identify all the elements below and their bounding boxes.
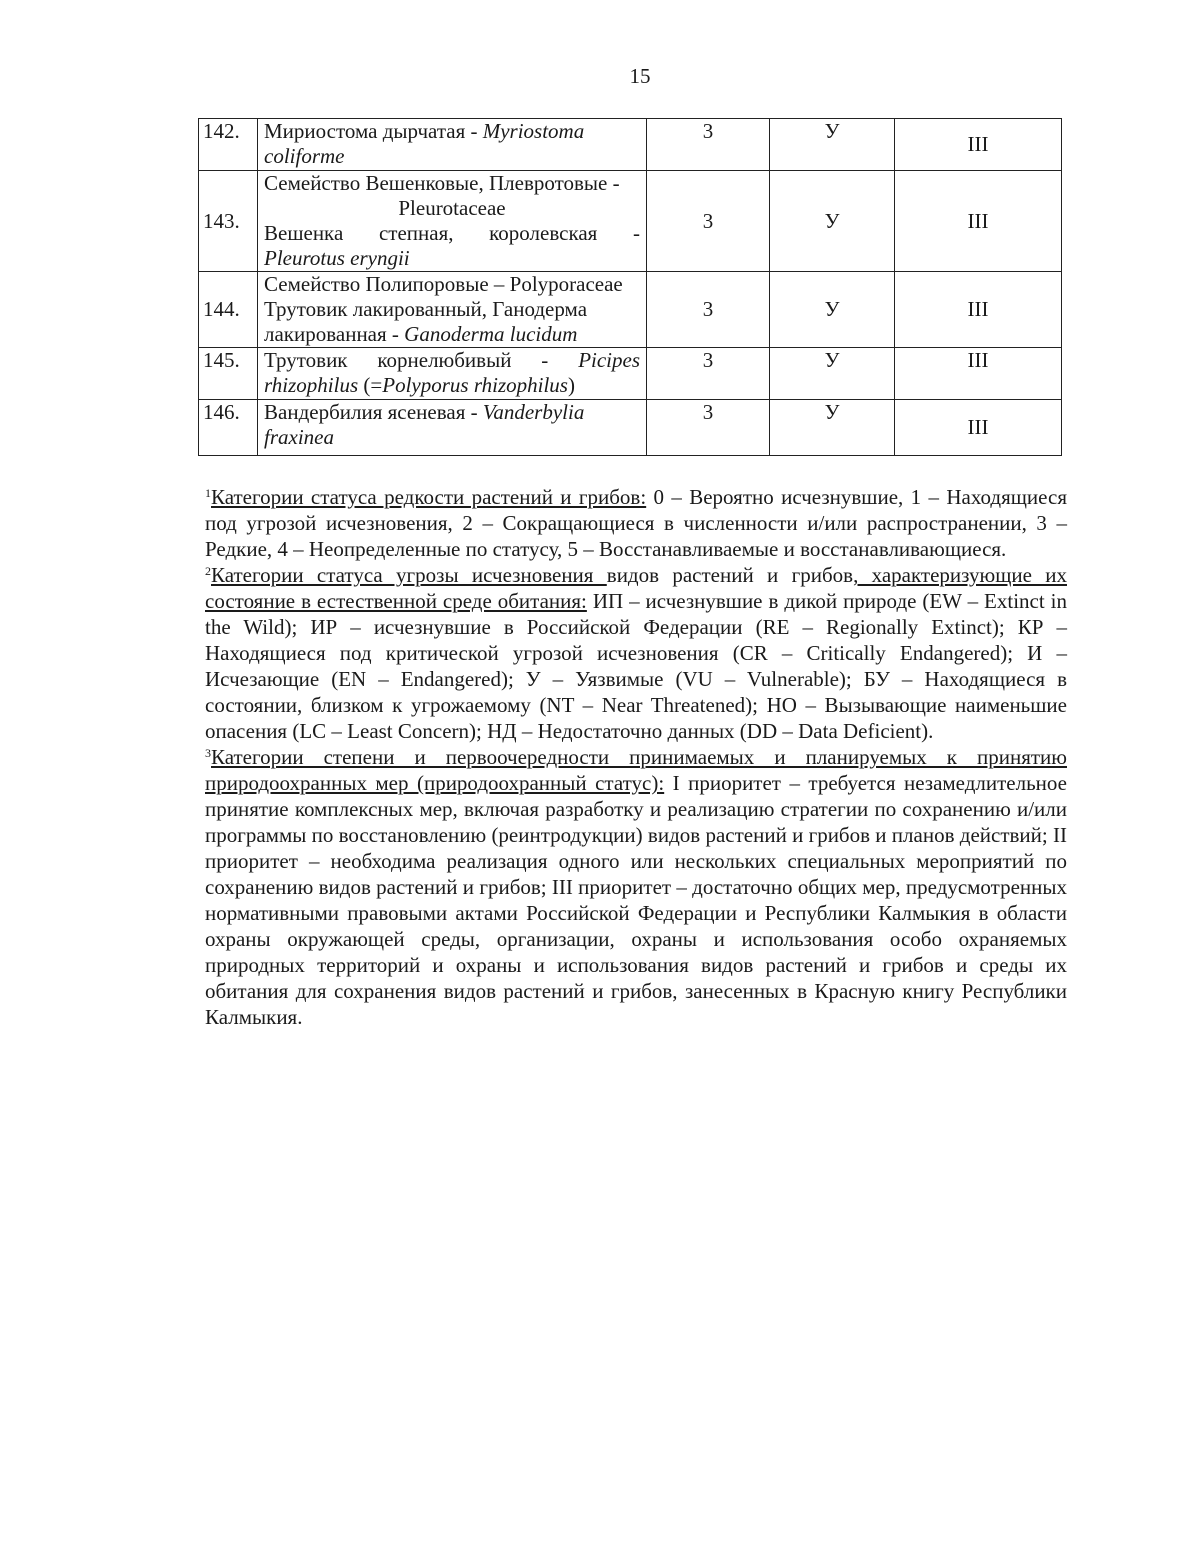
threat-category: У (770, 272, 895, 348)
species-name-ru: Вандербилия ясеневая - (264, 400, 483, 424)
species-name-ru: лакированная - (264, 322, 405, 346)
threat-category: У (770, 119, 895, 171)
species-name-ru: Трутовик корнелюбивый - (264, 348, 579, 372)
species-name-ru: Мириостома дырчатая - (264, 119, 483, 143)
footnote-text: видов растений и грибов (606, 563, 854, 587)
row-number: 146. (199, 400, 258, 456)
footnote-heading: Категории статуса редкости растений и грибов: (211, 485, 647, 509)
synonym-paren: (= (358, 373, 383, 397)
species-name (258, 400, 647, 456)
footnote-marker: 3 (205, 746, 211, 760)
species-name-latin: Vanderbylia (482, 400, 585, 424)
footnote-threat (205, 562, 1067, 744)
species-table (198, 118, 1062, 456)
synonym-paren: ) (567, 373, 575, 397)
rarity-category: 3 (647, 119, 770, 171)
footnote-rarity (205, 484, 1067, 562)
table-row (199, 171, 1062, 272)
table-row (199, 348, 1062, 400)
species-synonym-latin: Polyporus rhizophilus (382, 373, 568, 397)
threat-category: У (770, 171, 895, 272)
protection-status: III (895, 119, 1062, 171)
species-name (258, 171, 647, 272)
table-row (199, 272, 1062, 348)
rarity-category: 3 (647, 400, 770, 456)
threat-category: У (770, 348, 895, 400)
footnote-heading: Категории статуса угрозы исчезновения (211, 563, 607, 587)
table-row (199, 119, 1062, 171)
species-name-ru: Трутовик лакированный, Ганодерма (264, 297, 588, 321)
footnote-marker: 2 (205, 564, 211, 578)
row-number: 142. (199, 119, 258, 171)
footnote-protection (205, 744, 1067, 1030)
footnote-heading: Категории степени и первоочередности принимаемых и планируемых к принятию природоохранных мер (природоохранный статус): (205, 745, 1067, 795)
footnote-marker: 1 (205, 486, 211, 500)
rarity-category: 3 (647, 272, 770, 348)
page-number: 15 (629, 64, 651, 88)
threat-category: У (770, 400, 895, 456)
species-name-latin: rhizophilus (264, 373, 359, 397)
species-name-latin: Pleurotus eryngii (264, 246, 410, 270)
species-name (258, 119, 647, 171)
row-number: 143. (199, 171, 258, 272)
species-name-latin: Ganoderma lucidum (404, 322, 578, 346)
footnote-heading: , характеризующие их состояние в естественной среде обитания: (205, 563, 1067, 613)
species-name-latin: fraxinea (264, 425, 334, 449)
rarity-category: 3 (647, 348, 770, 400)
footnote-text: I приоритет – требуется незамедлительное принятие комплексных мер, включая разработку и реализацию стратегии по сохранению и/или программы по восстановлению (реинтродукции) видов растений и грибов и планов действий; II приоритет – необходима реализация одного или нескольких специальных мероприятий по сохранению видов растений и грибов; III приоритет – достаточно общих мер, предусмотренных нормативными правовыми актами Российской Федерации и Республики Калмыкия в области охраны окружающей среды, организации, охраны и использования особо охраняемых природных территорий и охраны и использования видов растений и грибов и среды их обитания для сохранения видов растений и грибов, занесенных в Красную книгу Республики Калмыкия. (205, 771, 1067, 1029)
family-name: Семейство Вешенковые, Плевротовые - (264, 171, 620, 195)
protection-status: III (895, 272, 1062, 348)
footnotes (205, 484, 1067, 1030)
table-row (199, 400, 1062, 456)
species-name-latin: Picipes (578, 348, 640, 372)
family-name: Семейство Полипоровые – Polyporaceae (264, 272, 623, 296)
family-name-latin: Pleurotaceae (398, 196, 506, 220)
species-name-latin: Myriostoma (482, 119, 585, 143)
protection-status: III (895, 400, 1062, 456)
row-number: 144. (199, 272, 258, 348)
species-name (258, 272, 647, 348)
protection-status: III (895, 348, 1062, 400)
protection-status: III (895, 171, 1062, 272)
row-number: 145. (199, 348, 258, 400)
species-name (258, 348, 647, 400)
rarity-category: 3 (647, 171, 770, 272)
footnote-text: 0 – Вероятно исчезнувшие, 1 – Находящиеся под угрозой исчезновения, 2 – Сокращающиеся в численности и/или распространении, 3 – Редкие, 4 – Неопределенные по статусу, 5 – Восстанавливаемые и восстанавливающиеся. (205, 485, 1067, 561)
species-name-latin: coliforme (264, 144, 345, 168)
footnote-text: ИП – исчезнувшие в дикой природе (EW – Extinct in the Wild); ИР – исчезнувшие в Российской Федерации (RE – Regionally Extinct); КР – Находящиеся под критической угрозой исчезновения (CR – Critically Endangered); И – Исчезающие (EN – Endangered); У – Уязвимые (VU – Vulnerable); БУ – Находящиеся в состоянии, близком к угрожаемому (NT – Near Threatened); НО – Вызывающие наименьшие опасения (LC – Least Concern); НД – Недостаточно данных (DD – Data Deficient). (205, 589, 1067, 743)
species-name-ru: Вешенка степная, королевская - (264, 221, 640, 245)
